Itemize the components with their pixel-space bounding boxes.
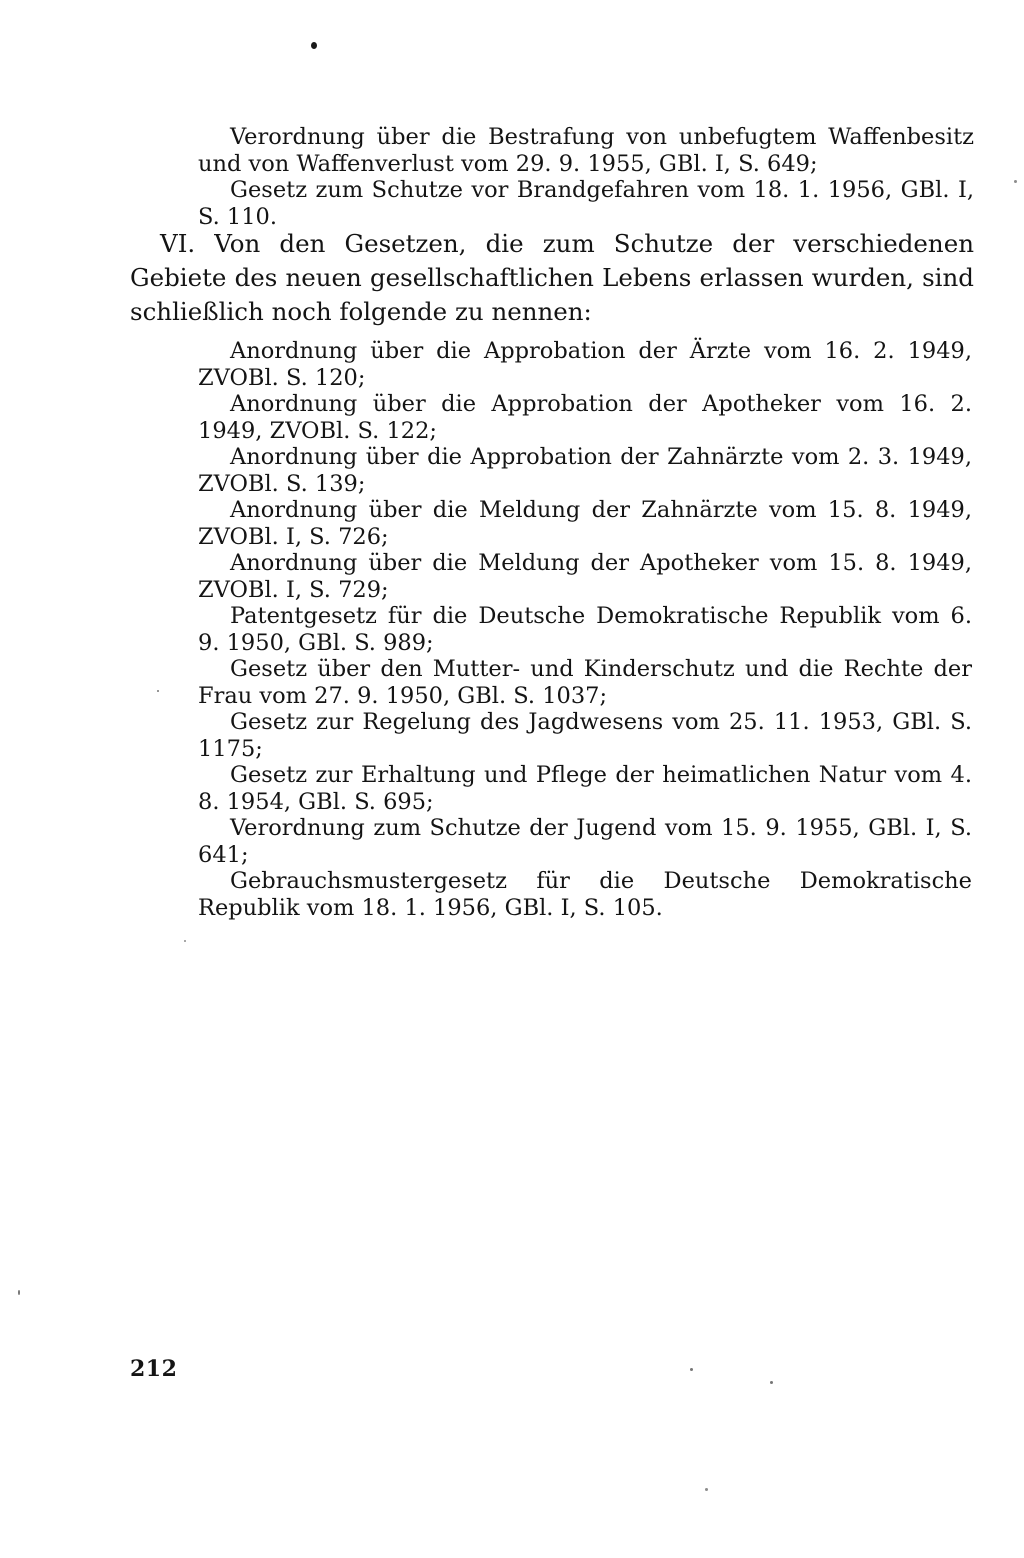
law-entry: Verordnung über die Bestrafung von unbefugtem Waffenbesitz und von Waffenverlust vom 29. 9. 1955, GBl. I, S. 649; <box>198 124 974 177</box>
law-entry: Anordnung über die Approbation der Ärzte vom 16. 2. 1949, ZVOBl. S. 120; <box>198 338 972 391</box>
law-entry: Gebrauchsmustergesetz für die Deutsche Demokratische Republik vom 18. 1. 1956, GBl. I, S. 105. <box>198 868 972 921</box>
law-entry: Anordnung über die Approbation der Zahnärzte vom 2. 3. 1949, ZVOBl. S. 139; <box>198 444 972 497</box>
law-list <box>198 338 972 921</box>
page-number: 212 <box>130 1356 178 1382</box>
law-entry: Patentgesetz für die Deutsche Demokratische Republik vom 6. 9. 1950, GBl. S. 989; <box>198 603 972 656</box>
scan-speck <box>311 42 317 49</box>
law-entry: Gesetz zur Erhaltung und Pflege der heimatlichen Natur vom 4. 8. 1954, GBl. S. 695; <box>198 762 972 815</box>
scan-speck <box>690 1368 693 1371</box>
continued-entries <box>198 124 974 230</box>
law-entry: Gesetz zur Regelung des Jagdwesens vom 25. 11. 1953, GBl. S. 1175; <box>198 709 972 762</box>
law-entry: Anordnung über die Meldung der Apotheker vom 15. 8. 1949, ZVOBl. I, S. 729; <box>198 550 972 603</box>
scan-speck <box>18 1290 20 1295</box>
law-entry: Anordnung über die Approbation der Apotheker vom 16. 2. 1949, ZVOBl. S. 122; <box>198 391 972 444</box>
scan-speck <box>184 940 186 942</box>
law-entry: Verordnung zum Schutze der Jugend vom 15. 9. 1955, GBl. I, S. 641; <box>198 815 972 868</box>
law-entry: Gesetz zum Schutze vor Brandgefahren vom 18. 1. 1956, GBl. I, S. 110. <box>198 177 974 230</box>
section-vi-paragraph: VI. Von den Gesetzen, die zum Schutze der verschiedenen Gebiete des neuen gesellschaftlichen Lebens erlassen wurden, sind schließlich noch folgende zu nennen: <box>130 229 974 326</box>
scan-speck <box>705 1488 708 1491</box>
scan-speck <box>770 1381 773 1384</box>
scan-speck <box>157 690 159 692</box>
law-entry: Anordnung über die Meldung der Zahnärzte vom 15. 8. 1949, ZVOBl. I, S. 726; <box>198 497 972 550</box>
scan-speck <box>1014 180 1017 183</box>
law-entry: Gesetz über den Mutter- und Kinderschutz und die Rechte der Frau vom 27. 9. 1950, GBl. S. 1037; <box>198 656 972 709</box>
